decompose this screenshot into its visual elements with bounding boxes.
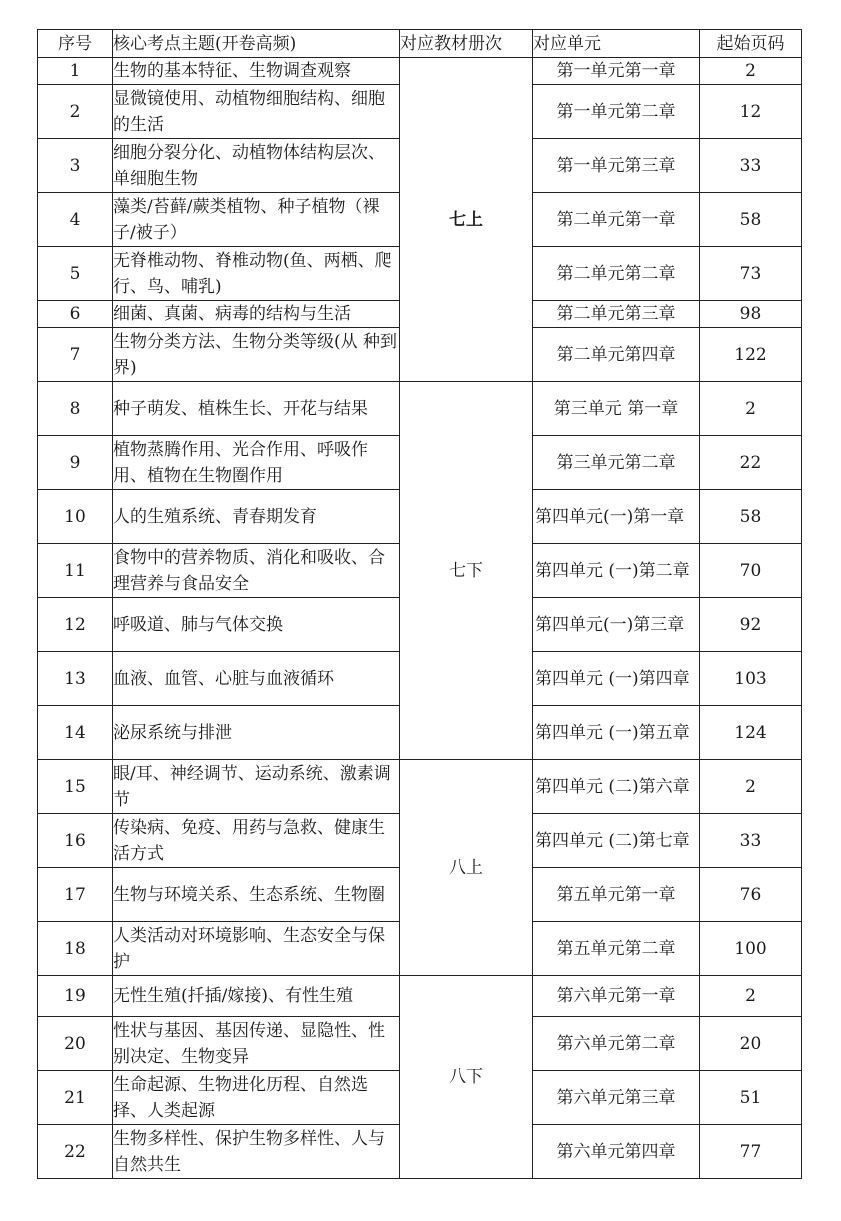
row-no: 15 <box>38 760 113 814</box>
row-no: 19 <box>38 976 113 1017</box>
table-row <box>38 976 802 1017</box>
row-unit: 第四单元(一)第一章 <box>533 490 700 544</box>
row-no: 6 <box>38 301 113 328</box>
row-topic: 无性生殖(扦插/嫁接)、有性生殖 <box>113 976 400 1017</box>
row-unit: 第一单元第一章 <box>533 58 700 85</box>
row-unit: 第四单元 (二)第六章 <box>533 760 700 814</box>
row-no: 5 <box>38 247 113 301</box>
row-no: 18 <box>38 922 113 976</box>
row-page: 76 <box>700 868 802 922</box>
row-no: 11 <box>38 544 113 598</box>
row-unit: 第四单元 (一)第五章 <box>533 706 700 760</box>
row-page: 58 <box>700 193 802 247</box>
row-no: 7 <box>38 328 113 382</box>
row-page: 92 <box>700 598 802 652</box>
header-page: 起始页码 <box>700 30 802 58</box>
row-unit: 第五单元第二章 <box>533 922 700 976</box>
row-unit: 第六单元第一章 <box>533 976 700 1017</box>
row-unit: 第四单元 (一)第二章 <box>533 544 700 598</box>
book-group-label: 八下 <box>400 976 533 1179</box>
row-unit: 第五单元第一章 <box>533 868 700 922</box>
row-topic: 食物中的营养物质、消化和吸收、合理营养与食品安全 <box>113 544 400 598</box>
row-no: 20 <box>38 1017 113 1071</box>
row-page: 2 <box>700 760 802 814</box>
row-topic: 藻类/苔藓/蕨类植物、种子植物（裸子/被子） <box>113 193 400 247</box>
row-no: 14 <box>38 706 113 760</box>
row-unit: 第四单元(一)第三章 <box>533 598 700 652</box>
row-topic: 人类活动对环境影响、生态安全与保护 <box>113 922 400 976</box>
row-unit: 第四单元 (二)第七章 <box>533 814 700 868</box>
table-row <box>38 382 802 436</box>
row-topic: 生物的基本特征、生物调查观察 <box>113 58 400 85</box>
row-page: 33 <box>700 139 802 193</box>
row-page: 100 <box>700 922 802 976</box>
row-topic: 细胞分裂分化、动植物体结构层次、单细胞生物 <box>113 139 400 193</box>
table-row <box>38 760 802 814</box>
row-page: 73 <box>700 247 802 301</box>
row-unit: 第二单元第一章 <box>533 193 700 247</box>
row-page: 2 <box>700 58 802 85</box>
row-no: 1 <box>38 58 113 85</box>
row-no: 8 <box>38 382 113 436</box>
row-topic: 呼吸道、肺与气体交换 <box>113 598 400 652</box>
row-topic: 性状与基因、基因传递、显隐性、性别决定、生物变异 <box>113 1017 400 1071</box>
row-unit: 第四单元 (一)第四章 <box>533 652 700 706</box>
row-page: 70 <box>700 544 802 598</box>
row-unit: 第三单元 第一章 <box>533 382 700 436</box>
row-unit: 第一单元第二章 <box>533 85 700 139</box>
row-page: 58 <box>700 490 802 544</box>
row-page: 33 <box>700 814 802 868</box>
header-book: 对应教材册次 <box>400 30 533 58</box>
row-no: 22 <box>38 1125 113 1179</box>
row-page: 12 <box>700 85 802 139</box>
row-page: 22 <box>700 436 802 490</box>
row-unit: 第二单元第二章 <box>533 247 700 301</box>
row-topic: 传染病、免疫、用药与急救、健康生活方式 <box>113 814 400 868</box>
row-page: 20 <box>700 1017 802 1071</box>
row-unit: 第六单元第三章 <box>533 1071 700 1125</box>
header-row <box>38 30 802 58</box>
row-no: 2 <box>38 85 113 139</box>
row-no: 3 <box>38 139 113 193</box>
row-topic: 植物蒸腾作用、光合作用、呼吸作用、植物在生物圈作用 <box>113 436 400 490</box>
row-no: 17 <box>38 868 113 922</box>
row-unit: 第三单元第二章 <box>533 436 700 490</box>
row-unit: 第二单元第三章 <box>533 301 700 328</box>
row-topic: 泌尿系统与排泄 <box>113 706 400 760</box>
row-page: 77 <box>700 1125 802 1179</box>
row-topic: 无脊椎动物、脊椎动物(鱼、两栖、爬行、鸟、哺乳) <box>113 247 400 301</box>
row-unit: 第一单元第三章 <box>533 139 700 193</box>
book-group-label: 八上 <box>400 760 533 976</box>
row-page: 122 <box>700 328 802 382</box>
row-unit: 第六单元第二章 <box>533 1017 700 1071</box>
row-no: 21 <box>38 1071 113 1125</box>
row-topic: 血液、血管、心脏与血液循环 <box>113 652 400 706</box>
row-no: 12 <box>38 598 113 652</box>
row-page: 103 <box>700 652 802 706</box>
row-topic: 眼/耳、神经调节、运动系统、激素调节 <box>113 760 400 814</box>
row-unit: 第六单元第四章 <box>533 1125 700 1179</box>
table-row <box>38 58 802 85</box>
row-topic: 生命起源、生物进化历程、自然选择、人类起源 <box>113 1071 400 1125</box>
book-group-label: 七下 <box>400 382 533 760</box>
textbook-outline-table <box>37 29 802 1179</box>
row-no: 10 <box>38 490 113 544</box>
row-page: 51 <box>700 1071 802 1125</box>
row-page: 124 <box>700 706 802 760</box>
book-group-label: 七上 <box>400 58 533 382</box>
row-no: 16 <box>38 814 113 868</box>
row-topic: 显微镜使用、动植物细胞结构、细胞的生活 <box>113 85 400 139</box>
row-unit: 第二单元第四章 <box>533 328 700 382</box>
row-no: 9 <box>38 436 113 490</box>
row-page: 2 <box>700 976 802 1017</box>
row-no: 4 <box>38 193 113 247</box>
header-no: 序号 <box>38 30 113 58</box>
row-topic: 生物与环境关系、生态系统、生物圈 <box>113 868 400 922</box>
header-topic: 核心考点主题(开卷高频) <box>113 30 400 58</box>
row-page: 2 <box>700 382 802 436</box>
row-topic: 生物分类方法、生物分类等级(从 种到界) <box>113 328 400 382</box>
header-unit: 对应单元 <box>533 30 700 58</box>
row-topic: 细菌、真菌、病毒的结构与生活 <box>113 301 400 328</box>
row-topic: 生物多样性、保护生物多样性、人与自然共生 <box>113 1125 400 1179</box>
row-topic: 人的生殖系统、青春期发育 <box>113 490 400 544</box>
row-no: 13 <box>38 652 113 706</box>
row-topic: 种子萌发、植株生长、开花与结果 <box>113 382 400 436</box>
row-page: 98 <box>700 301 802 328</box>
